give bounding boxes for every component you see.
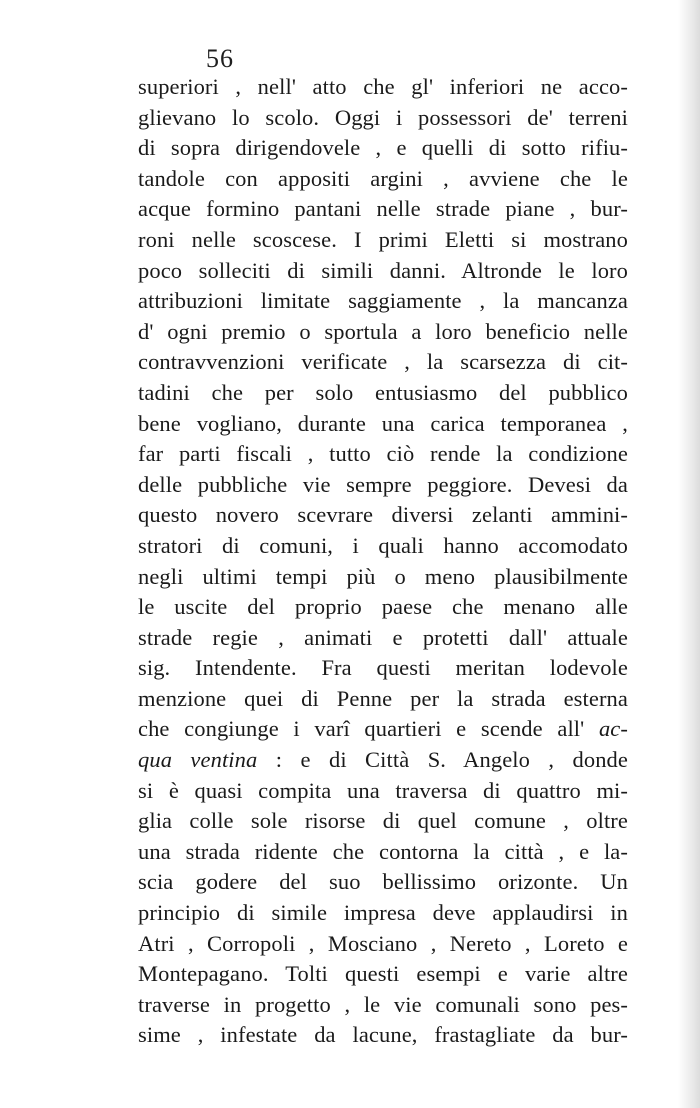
text-line: le uscite del proprio paese che menano alle — [138, 594, 628, 620]
text-line: glievano lo scolo. Oggi i possessori de' terreni — [138, 104, 628, 130]
text-line: Montepagano. Tolti questi esempi e varie altre — [138, 961, 628, 987]
text-line: menzione quei di Penne per la strada esterna — [138, 685, 628, 711]
text-line: questo novero scevrare diversi zelanti ammini- — [138, 502, 628, 528]
text-line: principio di simile impresa deve applaudirsi in — [138, 900, 628, 926]
text-line: scia godere del suo bellissimo orizonte. Un — [138, 869, 628, 895]
text-line: sig. Intendente. Fra questi meritan lodevole — [138, 655, 628, 681]
page-edge-shadow — [678, 0, 700, 1108]
text-line: tadini che per solo entusiasmo del pubblico — [138, 379, 628, 405]
text-line — [138, 745, 628, 776]
text-line: strade regie , animati e protetti dall' attuale — [138, 624, 628, 650]
text-line: far parti fiscali , tutto ciò rende la condizione — [138, 441, 628, 467]
text-line: di sopra dirigendovele , e quelli di sotto rifiu- — [138, 135, 628, 161]
text-line: negli ultimi tempi più o meno plausibilmente — [138, 563, 628, 589]
text-line: Atri , Corropoli , Mosciano , Nereto , Loreto e — [138, 930, 628, 956]
text-line-italic: qua ventina — [138, 747, 258, 773]
text-line: si è quasi compita una traversa di quattro mi- — [138, 777, 628, 803]
text-line: contravvenzioni verificate , la scarsezza di cit- — [138, 349, 628, 375]
text-line: sime , infestate da lacune, frastagliate da bur- — [138, 1022, 628, 1048]
text-line: d' ogni premio o sportula a loro beneficio nelle — [138, 318, 628, 344]
text-line: roni nelle scoscese. I primi Eletti si mostrano — [138, 226, 628, 252]
text-line: stratori di comuni, i quali hanno accomodato — [138, 532, 628, 558]
text-line: tandole con appositi argini , avviene che le — [138, 165, 628, 191]
text-line-roman: che congiunge i varî quartieri e scende all' — [138, 716, 585, 742]
text-line — [138, 714, 628, 745]
text-line: attribuzioni limitate saggiamente , la mancanza — [138, 288, 628, 314]
text-line: acque formino pantani nelle strade piane , bur- — [138, 196, 628, 222]
text-line: superiori , nell' atto che gl' inferiori ne acco- — [138, 74, 628, 99]
text-line-italic: ac- — [598, 716, 628, 742]
text-line: delle pubbliche vie sempre peggiore. Devesi da — [138, 471, 628, 497]
page-number: 56 — [206, 44, 234, 73]
body-text — [138, 72, 628, 1051]
text-line: glia colle sole risorse di quel comune , oltre — [138, 808, 628, 834]
text-line: traverse in progetto , le vie comunali sono pes- — [138, 991, 628, 1017]
text-line: poco solleciti di simili danni. Altronde le loro — [138, 257, 628, 283]
text-line-roman: : e di Città S. Angelo , donde — [257, 747, 628, 773]
text-line: bene vogliano, durante una carica temporanea , — [138, 410, 628, 436]
text-line: una strada ridente che contorna la città , e la- — [138, 838, 628, 864]
